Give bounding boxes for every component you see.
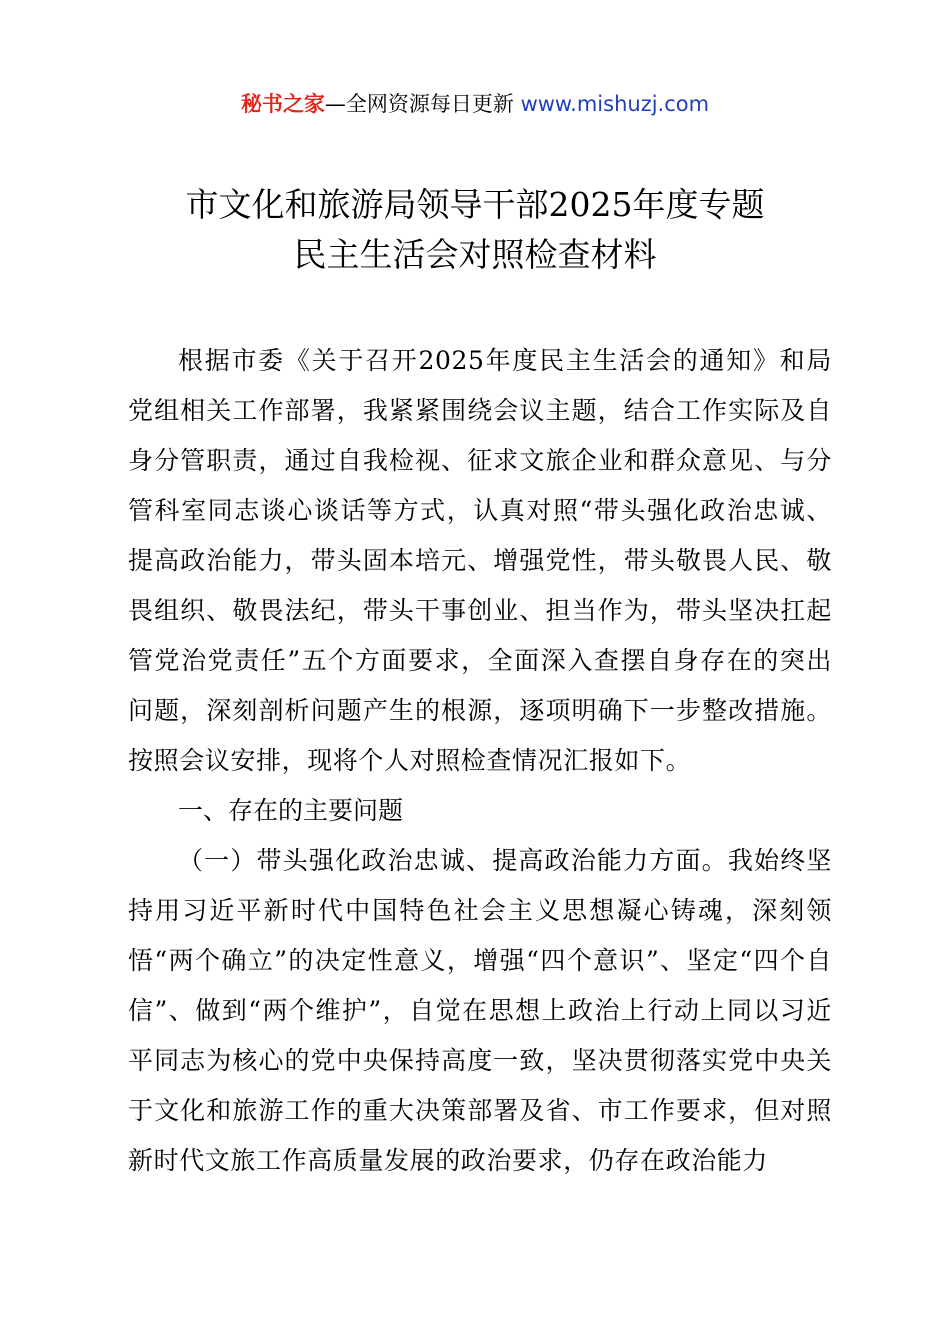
site-brand: 秘书之家 bbox=[240, 92, 325, 116]
site-tagline: —全网资源每日更新 bbox=[324, 92, 521, 116]
title-line-2: 民主生活会对照检查材料 bbox=[293, 235, 657, 274]
section-paragraph: （一）带头强化政治忠诚、提高政治能力方面。我始终坚持用习近平新时代中国特色社会主义思想凝心铸魂，深刻领悟“两个确立”的决定性意义，增强“四个意识”、坚定“四个自信”、做到“两个维护”，自觉在思想上政治上行动上同以习近平同志为核心的党中央保持高度一致，坚决贯彻落实党中央关于文化和旅游工作的重大决策部署及省、市工作要求，但对照新时代文旅工作高质量发展的政治要求，仍存在政治能力 bbox=[128, 846, 832, 1175]
site-url-link[interactable]: www.mishuzj.com bbox=[520, 92, 710, 116]
document-body bbox=[128, 336, 832, 1186]
title-line-1: 市文化和旅游局领导干部2025年度专题 bbox=[185, 185, 765, 224]
intro-paragraph: 根据市委《关于召开2025年度民主生活会的通知》和局党组相关工作部署，我紧紧围绕会议主题，结合工作实际及自身分管职责，通过自我检视、征求文旅企业和群众意见、与分管科室同志谈心谈话等方式，认真对照“带头强化政治忠诚、提高政治能力，带头固本培元、增强党性，带头敬畏人民、敬畏组织、敬畏法纪，带头干事创业、担当作为，带头坚决扛起管党治党责任”五个方面要求，全面深入查摆自身存在的突出问题，深刻剖析问题产生的根源，逐项明确下一步整改措施。按照会议安排，现将个人对照检查情况汇报如下。 bbox=[128, 346, 832, 775]
site-header bbox=[0, 88, 950, 120]
document-title bbox=[0, 180, 950, 280]
section-heading: 一、存在的主要问题 bbox=[178, 796, 404, 825]
